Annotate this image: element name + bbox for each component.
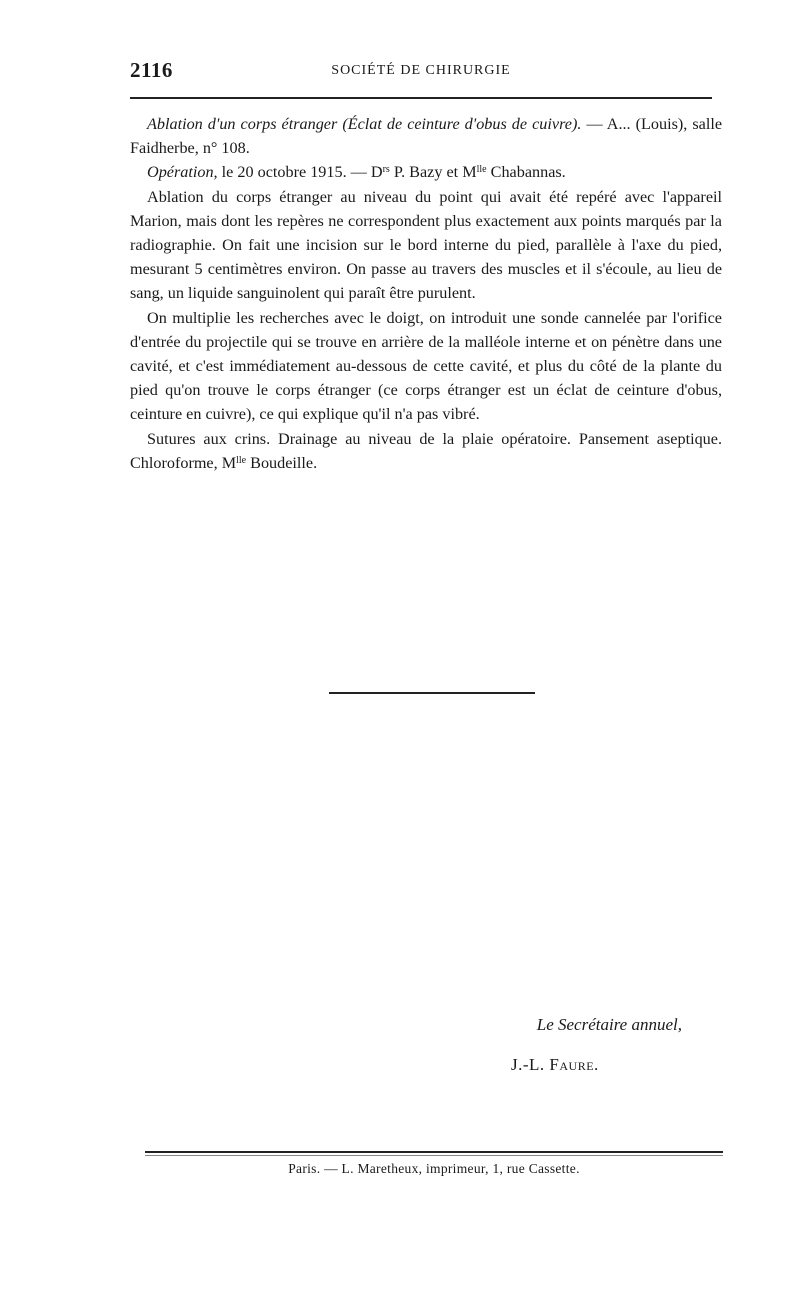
signature-name [420,1054,710,1076]
paragraph-search: On multiplie les recherches avec le doigt, on introduit une sonde cannelée par l'orifice d'entrée du projectile qui se trouve en arrière de la malléole interne et on pénètre dans une cavité, et c'est immédiatement au-dessous de cette cavité, et plus du côté de la plante du pied qu'on trouve le corps étranger (ce corps étranger est un éclat de ceinture d'obus, ceinture en cuivre), ce qui explique qu'il n'a pas vibré. [130,308,722,424]
page-number: 2116 [130,58,173,82]
page-header [130,58,712,88]
assistant-name: Chabannas. [486,163,566,182]
signature-surname: Faure. [549,1055,599,1074]
surgeons-superscript: rs [382,164,390,176]
closure-text: Sutures aux crins. Drainage au niveau de la plaie opératoire. Pansement aseptique. Chloroforme, M [130,429,722,472]
printer-imprint: Paris. — L. Maretheux, imprimeur, 1, rue Cassette. [288,1161,580,1176]
header-rule [130,97,712,99]
paragraph-procedure: Ablation du corps étranger au niveau du point qui avait été repéré avec l'appareil Marion, mais dont les repères ne correspondent plus exactement aux points marqués par la radiographie. On fait une incision sur le bord interne du pied, parallèle à l'axe du pied, mesurant 5 centimètres environ. On passe au travers des muscles et il s'écoule, au lieu de sang, un liquide sanguinolent qui paraît être purulent. [130,187,722,303]
operation-date: le 20 octobre 1915. — D [221,163,383,182]
case-report [130,112,722,475]
signature-initials: J.-L. [511,1055,550,1074]
surgeons-names: P. Bazy et M [389,163,477,182]
running-head: SOCIÉTÉ DE CHIRURGIE [331,63,511,78]
case-patient: — A... (Louis), salle Faidherbe, n° 108. [130,115,722,158]
operation-line [130,160,722,184]
footer-rule [145,1151,723,1153]
assistant-superscript: lle [476,164,487,176]
closure-end: Boudeille. [246,453,318,472]
case-title: Ablation d'un corps étranger (Éclat de ceinture d'obus de cuivre). [147,115,582,133]
paragraph-closure [130,427,722,475]
signature-block [420,1014,710,1076]
operation-label: Opération, [147,163,218,182]
closure-superscript: lle [236,454,247,466]
section-divider [329,692,535,694]
footer-rule-thin [145,1155,723,1156]
signature-role: Le Secrétaire annuel, [536,1015,682,1034]
case-heading [130,112,722,160]
